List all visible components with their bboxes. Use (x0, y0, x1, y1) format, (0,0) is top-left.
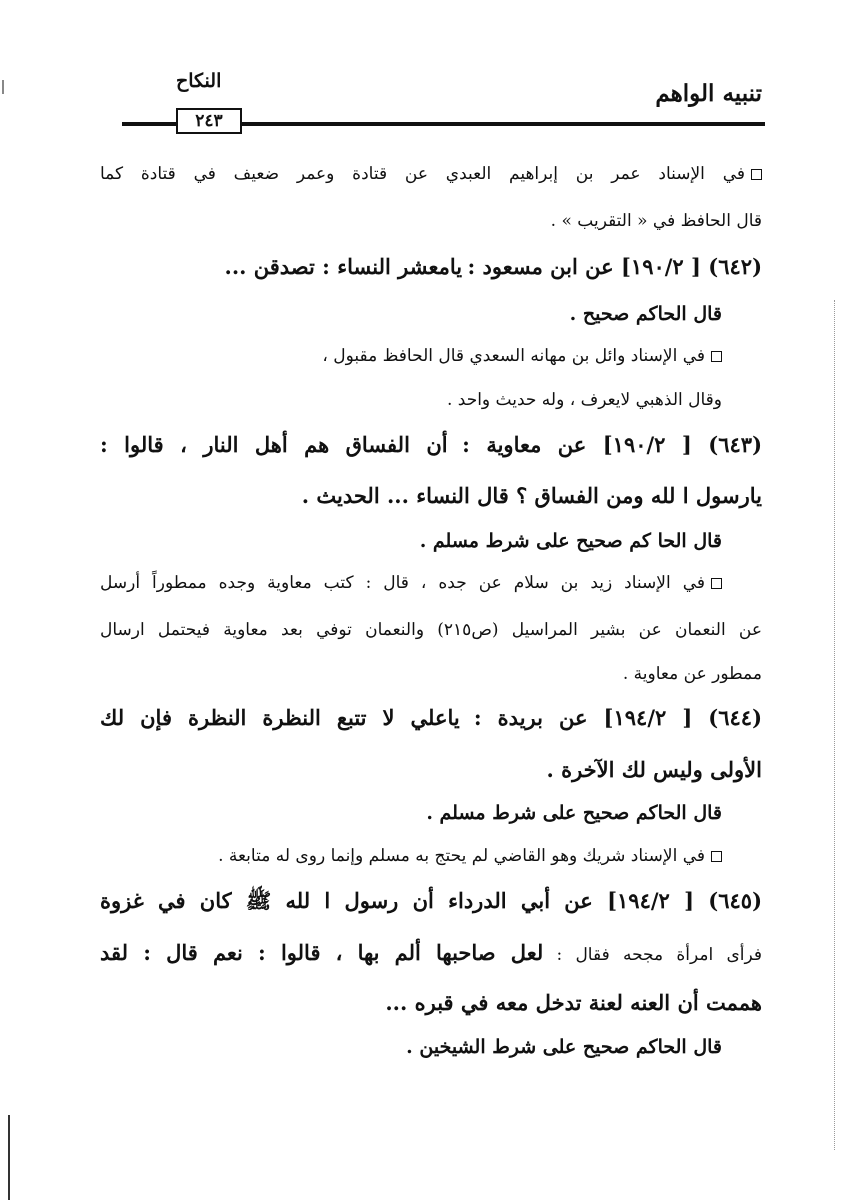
ruling-line: قال الحاكم صحيح على شرط الشيخين . (406, 1036, 722, 1058)
ruling-line: قال الحاكم صحيح على شرط مسلم . (426, 802, 722, 824)
note-line: في الإسناد زيد بن سلام عن جده ، قال : كتب معاوية وجده ممطوراً أرسل (100, 573, 722, 593)
hadith-642: (٦٤٢) [ ١٩٠/٢] عن ابن مسعود : يامعشر النساء : تصدقن ... (224, 254, 762, 279)
note-continuation: ممطور عن معاوية . (622, 664, 762, 684)
note-line: في الإسناد عمر بن إبراهيم العبدي عن قتادة وعمر ضعيف في قتادة كما (100, 164, 762, 184)
hadith-continuation: فرأى امرأة مجحه فقال : لعل صاحبها ألم بها ، قالوا : نعم قال : لقد (100, 940, 762, 965)
hadith-continuation: يارسول ا لله ومن الفساق ؟ قال النساء ... الحديث . (301, 483, 762, 508)
square-bullet-icon (711, 351, 722, 362)
square-bullet-icon (711, 851, 722, 862)
note-continuation: عن النعمان عن بشير المراسيل (ص٢١٥) والنعمان توفي بعد معاوية فيحتمل ارسال (100, 620, 763, 640)
hadith-643: (٦٤٣) [ ١٩٠/٢] عن معاوية : أن الفساق هم أهل النار ، قالوا : (100, 432, 762, 457)
note-line: في الإسناد شريك وهو القاضي لم يحتج به مسلم وإنما روى له متابعة . (218, 846, 722, 866)
scan-edge-dots (834, 300, 835, 1150)
ruling-line: قال الحا كم صحيح على شرط مسلم . (419, 530, 722, 552)
page-number: ٢٤٣ (176, 108, 242, 134)
hadith-644: (٦٤٤) [ ١٩٤/٢] عن بريدة : ياعلي لا تتبع النظرة النظرة فإن لك (100, 705, 762, 730)
square-bullet-icon (751, 169, 762, 180)
book-title: تنبيه الواهم (655, 80, 762, 107)
note-continuation: قال الحافظ في « التقريب » . (550, 211, 762, 231)
chapter-title: النكاح (176, 70, 222, 92)
margin-tick (2, 80, 4, 94)
hadith-continuation: الأولى وليس لك الآخرة . (546, 757, 762, 782)
ruling-line: قال الحاكم صحيح . (569, 303, 722, 325)
note-line: في الإسناد وائل بن مهانه السعدي قال الحافظ مقبول ، (322, 346, 722, 366)
hadith-continuation: هممت أن العنه لعنة تدخل معه في قبره ... (385, 990, 762, 1015)
margin-line (8, 1115, 10, 1200)
note-continuation: وقال الذهبي لايعرف ، وله حديث واحد . (446, 390, 722, 410)
square-bullet-icon (711, 578, 722, 589)
hadith-645: (٦٤٥) [ ١٩٤/٢] عن أبي الدرداء أن رسول ا لله ﷺ كان في غزوة (100, 888, 762, 913)
